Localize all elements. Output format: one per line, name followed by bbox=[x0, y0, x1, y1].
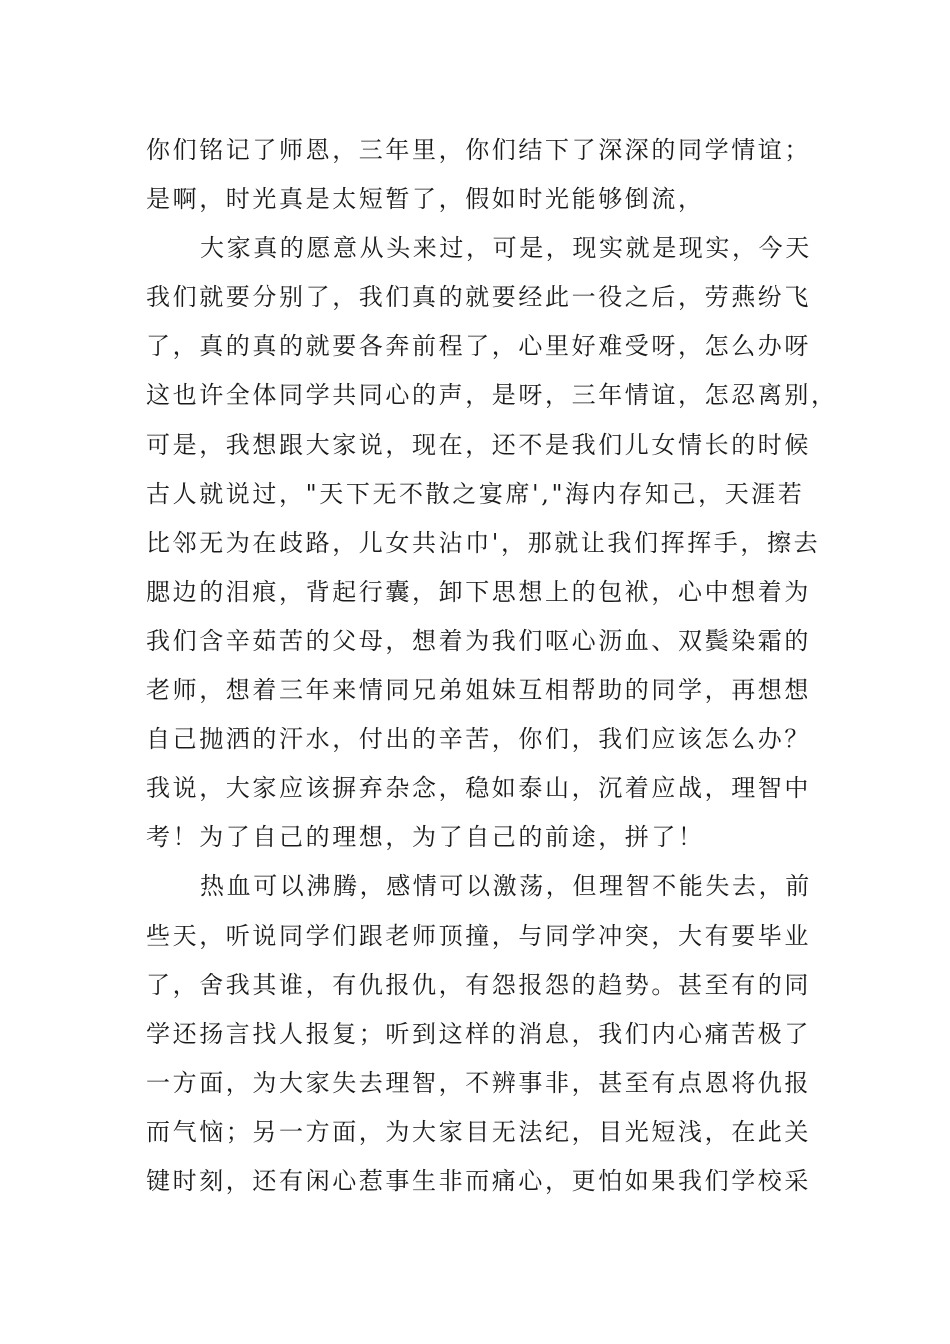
text-line: 老师，想着三年来情同兄弟姐妹互相帮助的同学，再想想 bbox=[146, 676, 811, 705]
text-line: 些天，听说同学们跟老师顶撞，与同学冲突，大有要毕业 bbox=[146, 921, 811, 950]
text-line: 可是，我想跟大家说，现在，还不是我们儿女情长的时候 bbox=[146, 430, 811, 459]
text-line: 自己抛洒的汗水，付出的辛苦，你们，我们应该怎么办？ bbox=[146, 725, 811, 754]
text-line: 腮边的泪痕，背起行囊，卸下思想上的包袱，心中想着为 bbox=[146, 577, 811, 606]
text-line: 一方面，为大家失去理智，不辨事非，甚至有点恩将仇报 bbox=[146, 1068, 811, 1097]
text-line: 我说，大家应该摒弃杂念，稳如泰山，沉着应战，理智中 bbox=[146, 774, 811, 803]
text-line: 是啊，时光真是太短暂了，假如时光能够倒流， bbox=[146, 185, 705, 214]
text-line: 我们含辛茹苦的父母，想着为我们呕心沥血、双鬓染霜的 bbox=[146, 626, 811, 655]
text-line: 了，舍我其谁，有仇报仇，有怨报怨的趋势。甚至有的同 bbox=[146, 970, 811, 999]
text-line: 热血可以沸腾，感情可以激荡，但理智不能失去，前 bbox=[200, 872, 812, 901]
text-line: 我们就要分别了，我们真的就要经此一役之后，劳燕纷飞 bbox=[146, 283, 811, 312]
text-line: 而气恼；另一方面，为大家目无法纪，目光短浅，在此关 bbox=[146, 1117, 811, 1146]
text-line: 学还扬言找人报复；听到这样的消息，我们内心痛苦极了 bbox=[146, 1019, 811, 1048]
text-line: 了，真的真的就要各奔前程了，心里好难受呀，怎么办呀 bbox=[146, 332, 811, 361]
text-line: 考！为了自己的理想，为了自己的前途，拼了！ bbox=[146, 823, 705, 852]
text-line: 古人就说过，"天下无不散之宴席',"海内存知己，天涯若 bbox=[146, 479, 805, 508]
text-line: 大家真的愿意从头来过，可是，现实就是现实，今天 bbox=[200, 234, 812, 263]
text-line: 比邻无为在歧路，儿女共沾巾'，那就让我们挥挥手，擦去 bbox=[146, 528, 821, 557]
text-line: 这也许全体同学共同心的声，是呀，三年情谊，怎忍离别， bbox=[146, 381, 838, 410]
body-text bbox=[146, 126, 838, 1206]
text-line: 你们铭记了师恩，三年里，你们结下了深深的同学情谊； bbox=[146, 136, 811, 164]
text-line: 键时刻，还有闲心惹事生非而痛心，更怕如果我们学校采 bbox=[146, 1166, 811, 1195]
